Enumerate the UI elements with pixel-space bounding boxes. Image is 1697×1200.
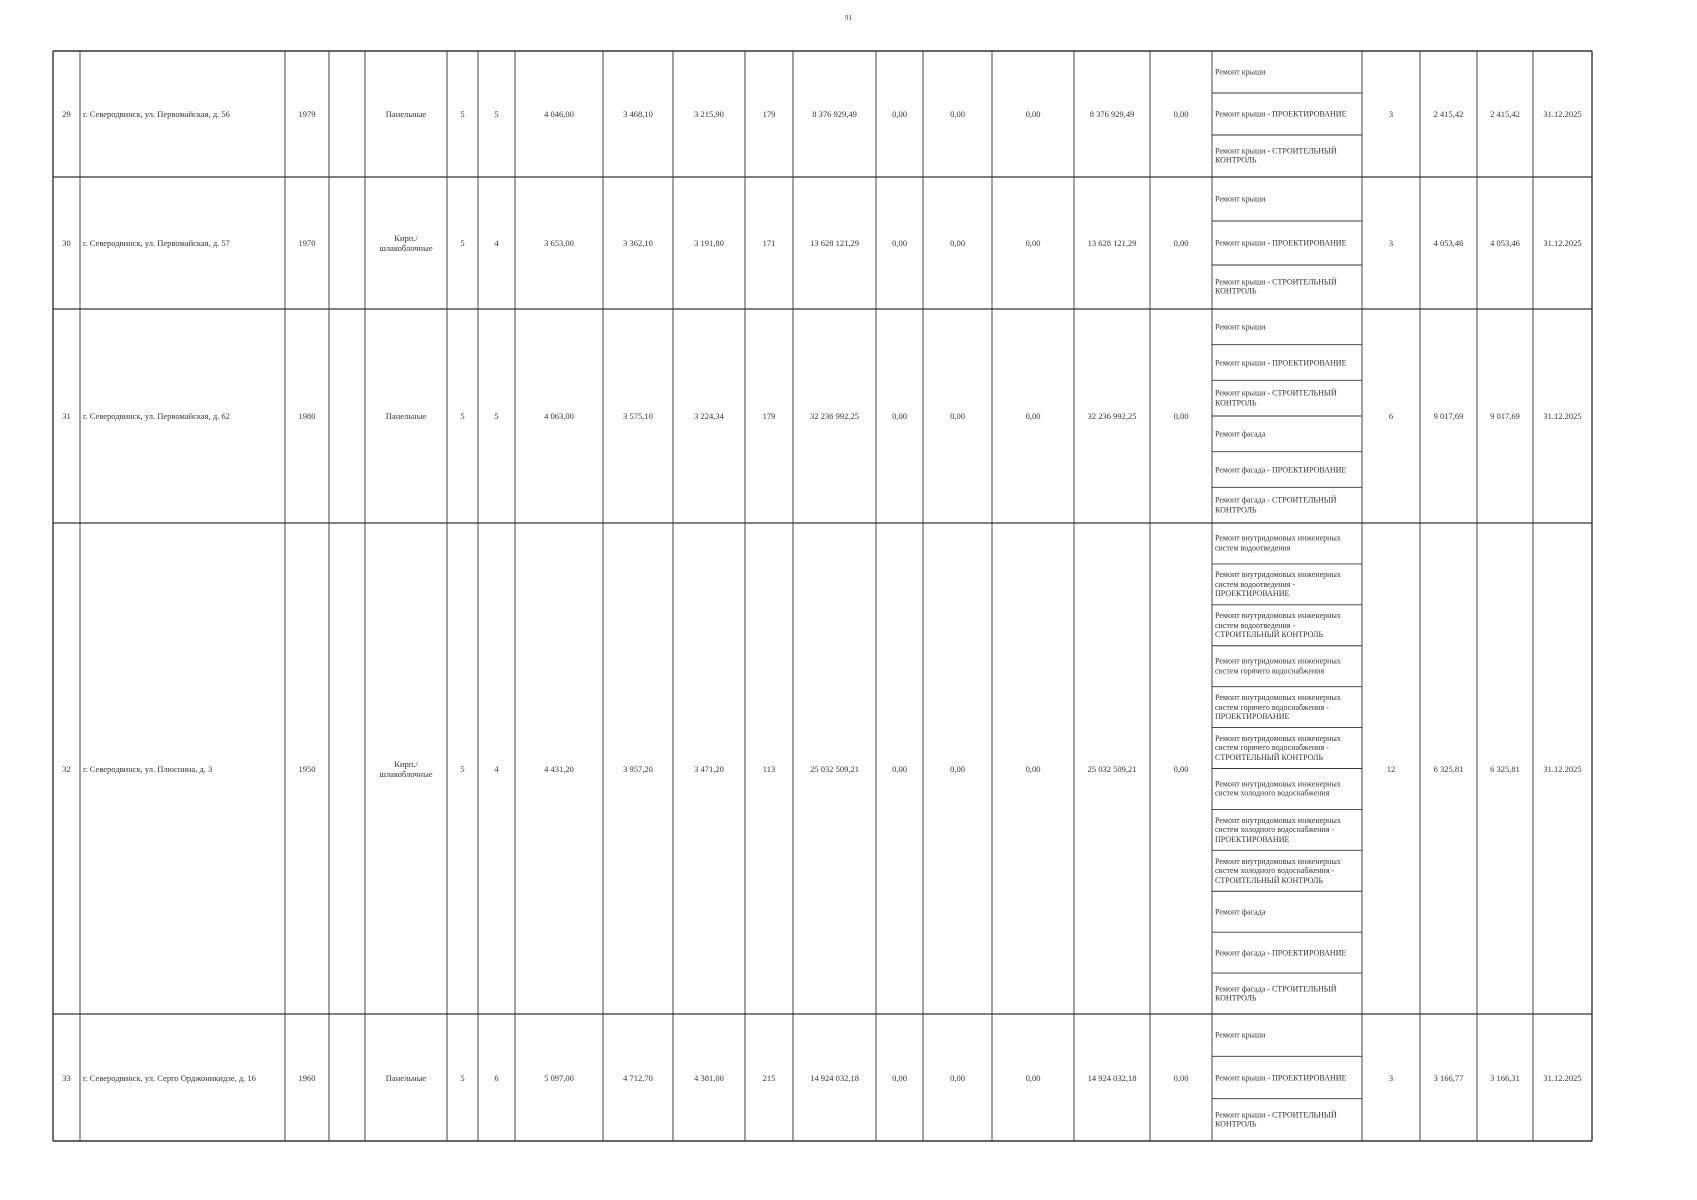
cell-area-total: 4 431,20: [544, 763, 574, 774]
cell-area-private: 3 224,34: [694, 411, 724, 421]
cell-works-count: 6: [1388, 411, 1394, 421]
cell-unit-cost-max: 6 325,81: [1490, 763, 1520, 774]
cell-fund-region: 0,00: [950, 109, 965, 119]
cell-floors: 5: [460, 763, 465, 774]
cell-residents: 179: [762, 411, 776, 421]
cell-area-private: 4 381,00: [694, 1072, 724, 1083]
cell-fund-federal: 0,00: [892, 238, 907, 248]
cell-row-number: 32: [62, 763, 71, 774]
work-item: Ремонт крыши: [1215, 194, 1266, 204]
cell-year-built: 1950: [298, 763, 316, 774]
cell-residents: 179: [762, 109, 776, 119]
cell-wall-material: Кирп./ шлакоблочные: [379, 233, 433, 253]
work-item: Ремонт внутридомовых инженерных систем водоотведения - СТРОИТЕЛЬНЫЙ КОНТРОЛЬ: [1215, 611, 1341, 639]
cell-fund-local: 0,00: [1025, 109, 1041, 119]
cell-fund-federal: 0,00: [892, 1072, 907, 1083]
work-item: Ремонт фасада - СТРОИТЕЛЬНЫЙ КОНТРОЛЬ: [1215, 984, 1337, 1003]
cell-entrances: 4: [494, 763, 499, 774]
cell-floors: 5: [460, 109, 465, 119]
cell-fund-other: 0,00: [1173, 1072, 1189, 1083]
cell-fund-local: 0,00: [1025, 238, 1041, 248]
cell-entrances: 5: [494, 411, 499, 421]
work-item: Ремонт внутридомовых инженерных систем холодного водоснабжения - СТРОИТЕЛЬНЫЙ КОНТРОЛЬ: [1215, 856, 1341, 885]
cell-residents: 215: [762, 1072, 776, 1083]
work-item: Ремонт внутридомовых инженерных систем горячего водоснабжения: [1215, 656, 1341, 676]
cell-floors: 5: [460, 1072, 465, 1083]
cell-fund-owners: 13 628 121,29: [1087, 238, 1137, 248]
cell-fund-federal: 0,00: [892, 411, 907, 421]
work-item: Ремонт крыши - ПРОЕКТИРОВАНИЕ: [1215, 238, 1347, 248]
cell-cost-total: 13 628 121,29: [810, 238, 859, 248]
cell-row-number: 29: [62, 109, 71, 119]
cell-area-total: 3 653,00: [544, 238, 574, 248]
cell-fund-owners: 32 236 992,25: [1087, 411, 1137, 421]
cell-entrances: 4: [494, 238, 499, 248]
cell-entrances: 6: [494, 1072, 499, 1083]
cell-area-private: 3 471,20: [694, 763, 724, 774]
cell-year-built: 1980: [298, 411, 316, 421]
cell-cost-total: 25 032 509,21: [810, 763, 859, 774]
cell-address: г. Северодвинск, ул. Первомайская, д. 56: [83, 109, 230, 119]
cell-area-living: 3 957,20: [623, 763, 653, 774]
cell-fund-other: 0,00: [1173, 109, 1189, 119]
cell-works-count: 12: [1386, 763, 1396, 774]
work-item: Ремонт крыши - ПРОЕКТИРОВАНИЕ: [1215, 357, 1347, 367]
work-item: Ремонт внутридомовых инженерных систем водоотведения: [1215, 534, 1341, 553]
work-item: Ремонт фасада: [1215, 429, 1266, 439]
cell-unit-cost-max: 3 166,31: [1490, 1072, 1520, 1083]
cell-wall-material: Панельные: [385, 411, 427, 421]
work-item: Ремонт фасада - ПРОЕКТИРОВАНИЕ: [1215, 464, 1347, 474]
cell-address: г. Северодвинск, ул. Серго Орджоникидзе, д. 16: [83, 1072, 256, 1083]
cell-year-built: 1970: [298, 238, 316, 248]
cell-year-built: 1979: [298, 109, 316, 119]
work-item: Ремонт крыши - СТРОИТЕЛЬНЫЙ КОНТРОЛЬ: [1215, 1110, 1337, 1129]
cell-unit-cost-max: 4 053,46: [1490, 238, 1520, 248]
cell-deadline: 31.12.2025: [1543, 109, 1582, 119]
cell-area-private: 3 215,90: [694, 109, 724, 119]
work-item: Ремонт внутридомовых инженерных систем горячего водоснабжения - ПРОЕКТИРОВАНИЕ: [1215, 693, 1341, 721]
cell-address: г. Северодвинск, ул. Первомайская, д. 62: [83, 411, 230, 421]
cell-fund-other: 0,00: [1173, 238, 1189, 248]
cell-cost-total: 14 924 032,18: [810, 1072, 859, 1083]
cell-unit-cost: 4 053,46: [1433, 238, 1464, 248]
cell-fund-owners: 8 376 929,49: [1089, 109, 1135, 119]
cell-fund-federal: 0,00: [892, 763, 907, 774]
cell-row-number: 33: [62, 1072, 71, 1083]
cell-area-living: 4 712,70: [623, 1072, 653, 1083]
cell-area-living: 3 362,10: [623, 238, 653, 248]
cell-row-number: 30: [62, 238, 71, 248]
cell-floors: 5: [460, 238, 465, 248]
cell-deadline: 31.12.2025: [1543, 763, 1582, 774]
cell-residents: 113: [762, 763, 776, 774]
cell-address: г. Северодвинск, ул. Плюснина, д. 3: [83, 763, 213, 774]
cell-address: г. Северодвинск, ул. Первомайская, д. 57: [83, 238, 230, 248]
cell-unit-cost: 2 415,42: [1433, 109, 1464, 119]
cell-fund-region: 0,00: [950, 763, 965, 774]
cell-works-count: 3: [1388, 109, 1394, 119]
cell-residents: 171: [762, 238, 776, 248]
cell-fund-local: 0,00: [1025, 411, 1041, 421]
cell-wall-material: Панельные: [385, 109, 427, 119]
work-item: Ремонт внутридомовых инженерных систем холодного водоснабжения: [1215, 779, 1341, 798]
cell-unit-cost-max: 9 017,69: [1490, 411, 1520, 421]
work-item: Ремонт крыши: [1215, 1030, 1266, 1040]
work-item: Ремонт крыши - ПРОЕКТИРОВАНИЕ: [1215, 1072, 1347, 1082]
work-item: Ремонт крыши - СТРОИТЕЛЬНЫЙ КОНТРОЛЬ: [1215, 146, 1337, 165]
cell-row-number: 31: [62, 411, 71, 421]
cell-works-count: 3: [1388, 238, 1394, 248]
cell-wall-material: Панельные: [385, 1072, 427, 1083]
cell-area-living: 3 575,10: [623, 411, 653, 421]
cell-works-count: 3: [1388, 1072, 1394, 1083]
cell-area-living: 3 468,10: [623, 109, 653, 119]
cell-area-total: 5 097,00: [544, 1072, 574, 1083]
cell-deadline: 31.12.2025: [1543, 1072, 1582, 1083]
work-item: Ремонт фасада - СТРОИТЕЛЬНЫЙ КОНТРОЛЬ: [1215, 495, 1337, 515]
work-item: Ремонт крыши - СТРОИТЕЛЬНЫЙ КОНТРОЛЬ: [1215, 277, 1337, 296]
work-item: Ремонт фасада - ПРОЕКТИРОВАНИЕ: [1215, 947, 1347, 957]
cell-year-built: 1960: [298, 1072, 316, 1083]
cell-deadline: 31.12.2025: [1543, 238, 1582, 248]
cell-unit-cost-max: 2 415,42: [1490, 109, 1520, 119]
work-item: Ремонт крыши - ПРОЕКТИРОВАНИЕ: [1215, 109, 1347, 119]
page-number: 91: [845, 14, 852, 22]
work-item: Ремонт крыши: [1215, 322, 1266, 332]
cell-unit-cost: 9 017,69: [1433, 411, 1464, 421]
work-item: Ремонт крыши - СТРОИТЕЛЬНЫЙ КОНТРОЛЬ: [1215, 388, 1337, 408]
cell-fund-other: 0,00: [1173, 763, 1189, 774]
cell-fund-local: 0,00: [1025, 763, 1041, 774]
cell-fund-region: 0,00: [950, 411, 965, 421]
cell-fund-owners: 14 924 032,18: [1087, 1072, 1137, 1083]
cell-fund-region: 0,00: [950, 1072, 965, 1083]
cell-fund-local: 0,00: [1025, 1072, 1041, 1083]
cell-wall-material: Кирп./ шлакоблочные: [379, 758, 433, 779]
cell-deadline: 31.12.2025: [1543, 411, 1582, 421]
cell-cost-total: 8 376 929,49: [812, 109, 857, 119]
cell-area-private: 3 191,80: [694, 238, 724, 248]
cell-unit-cost: 6 325,81: [1433, 763, 1464, 774]
cell-fund-other: 0,00: [1173, 411, 1189, 421]
work-item: Ремонт внутридомовых инженерных систем горячего водоснабжения - СТРОИТЕЛЬНЫЙ КОНТРОЛЬ: [1215, 733, 1341, 762]
cell-fund-region: 0,00: [950, 238, 965, 248]
cell-fund-owners: 25 032 509,21: [1087, 763, 1137, 774]
cell-area-total: 4 046,00: [544, 109, 574, 119]
cell-unit-cost: 3 166,77: [1433, 1072, 1464, 1083]
work-item: Ремонт внутридомовых инженерных систем водоотведения - ПРОЕКТИРОВАНИЕ: [1215, 570, 1341, 599]
work-item: Ремонт крыши: [1215, 67, 1266, 77]
work-item: Ремонт внутридомовых инженерных систем холодного водоснабжения - ПРОЕКТИРОВАНИЕ: [1215, 815, 1341, 844]
cell-entrances: 5: [494, 109, 499, 119]
cell-floors: 5: [460, 411, 465, 421]
work-item: Ремонт фасада: [1215, 907, 1266, 916]
cell-cost-total: 32 236 992,25: [810, 411, 859, 421]
cell-area-total: 4 063,00: [544, 411, 574, 421]
cell-fund-federal: 0,00: [892, 109, 907, 119]
